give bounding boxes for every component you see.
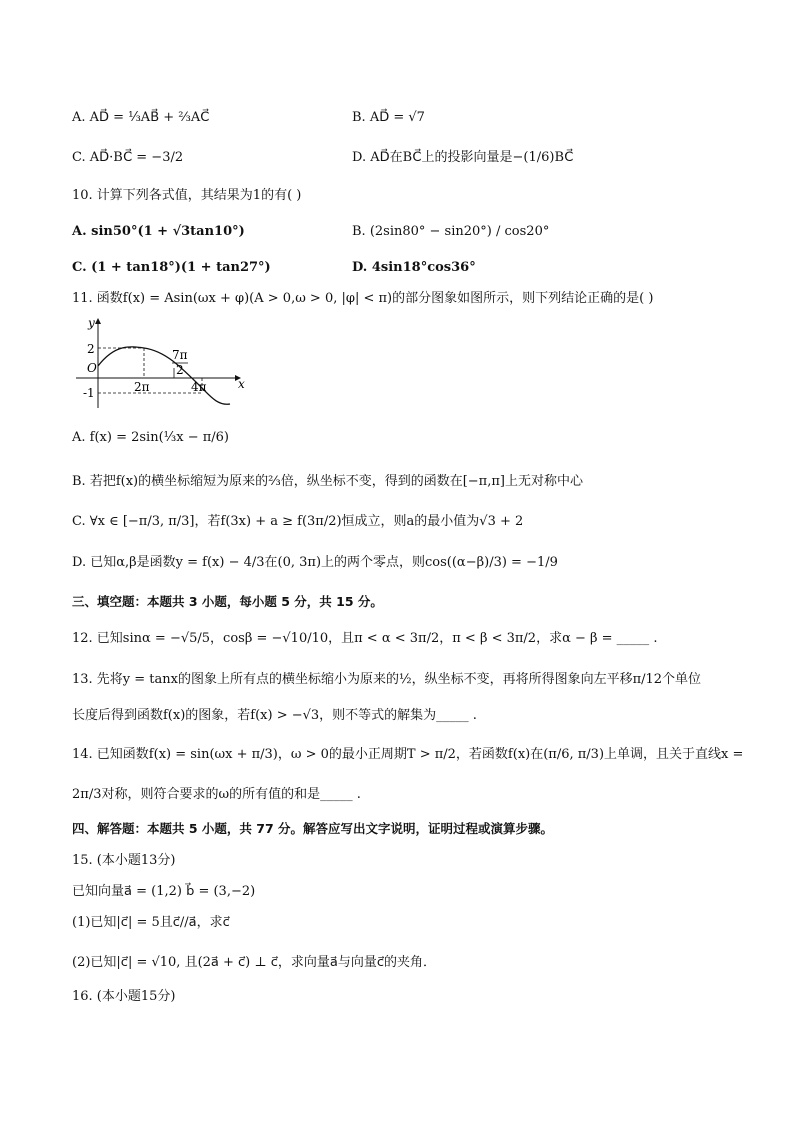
q10-stem: 10. 计算下列各式值，其结果为1的有( ): [72, 188, 302, 203]
function-graph: [70, 316, 250, 412]
q11-option-a: A. f(x) = 2sin(⅓x − π/6): [72, 430, 229, 445]
y-min-label: -1: [83, 386, 95, 400]
q9-option-a: A. AD⃗ = ⅓AB⃗ + ⅔AC⃗: [72, 110, 210, 125]
q10-option-c: C. (1 + tan18°)(1 + tan27°): [72, 260, 271, 275]
x-axis-label: x: [238, 377, 245, 391]
sine-curve: [98, 347, 230, 404]
y-axis-label: y: [88, 316, 95, 330]
section-4-heading: 四、解答题：本题共 5 小题，共 77 分。解答应写出文字说明，证明过程或演算步骤。: [72, 821, 554, 836]
q9-option-c: C. AD⃗·BC⃗ = −3/2: [72, 150, 184, 165]
q11-option-b: B. 若把f(x)的横坐标缩短为原来的⅔倍，纵坐标不变，得到的函数在[−π,π]上无对称中心: [72, 474, 583, 489]
q15-heading: 15. (本小题13分): [72, 853, 176, 868]
q10-option-b: B. (2sin80° − sin20°) / cos20°: [352, 224, 550, 239]
x-seven-pi-denominator: 2: [176, 363, 184, 377]
q13-line-1: 13. 先将y = tanx的图象上所有点的横坐标缩小为原来的½，纵坐标不变，再将所得图象向左平移π/12个单位: [72, 672, 702, 687]
q13-line-2: 长度后得到函数f(x)的图象，若f(x) > −√3，则不等式的解集为_____ .: [72, 708, 477, 723]
x-four-pi-label: 4π: [191, 380, 207, 394]
q9-option-d: D. AD⃗在BC⃗上的投影向量是−(1/6)BC⃗: [352, 150, 574, 165]
q10-option-d: D. 4sin18°cos36°: [352, 260, 476, 275]
y-max-label: 2: [87, 342, 95, 356]
q11-option-d: D. 已知α,β是函数y = f(x) − 4/3在(0, 3π)上的两个零点，则cos((α−β)/3) = −1/9: [72, 555, 558, 570]
origin-label: O: [87, 361, 97, 375]
q15-stem: 已知向量a⃗ = (1,2) b⃗ = (3,−2): [72, 884, 256, 899]
q9-option-b: B. AD⃗ = √7: [352, 110, 425, 125]
section-3-heading: 三、填空题：本题共 3 小题，每小题 5 分，共 15 分。: [72, 594, 383, 609]
x-seven-pi-label: 7π: [172, 348, 188, 362]
q14-line-2: 2π/3对称，则符合要求的ω的所有值的和是_____ .: [72, 787, 361, 802]
q14-line-1: 14. 已知函数f(x) = sin(ωx + π/3)，ω > 0的最小正周期T > π/2，若函数f(x)在(π/6, π/3)上单调，且关于直线x =: [72, 747, 744, 762]
q11-stem: 11. 函数f(x) = Asin(ωx + φ)(A > 0,ω > 0, |φ| < π)的部分图象如图所示，则下列结论正确的是( ): [72, 291, 654, 306]
q15-part-1: (1)已知|c⃗| = 5且c⃗//a⃗，求c⃗: [72, 915, 230, 930]
q10-option-a: A. sin50°(1 + √3tan10°): [72, 224, 245, 239]
q15-part-2: (2)已知|c⃗| = √10, 且(2a⃗ + c⃗) ⊥ c⃗，求向量a⃗与向量c⃗的夹角．: [72, 955, 437, 970]
q11-option-c: C. ∀x ∈ [−π/3, π/3]，若f(3x) + a ≥ f(3π/2)恒成立，则a的最小值为√3 + 2: [72, 514, 524, 529]
q16-heading: 16. (本小题15分): [72, 989, 176, 1004]
q12: 12. 已知sinα = −√5/5，cosβ = −√10/10，且π < α < 3π/2，π < β < 3π/2，求α − β = _____ .: [72, 631, 658, 646]
y-axis-arrow: [95, 318, 101, 324]
x-two-pi-label: 2π: [134, 380, 150, 394]
